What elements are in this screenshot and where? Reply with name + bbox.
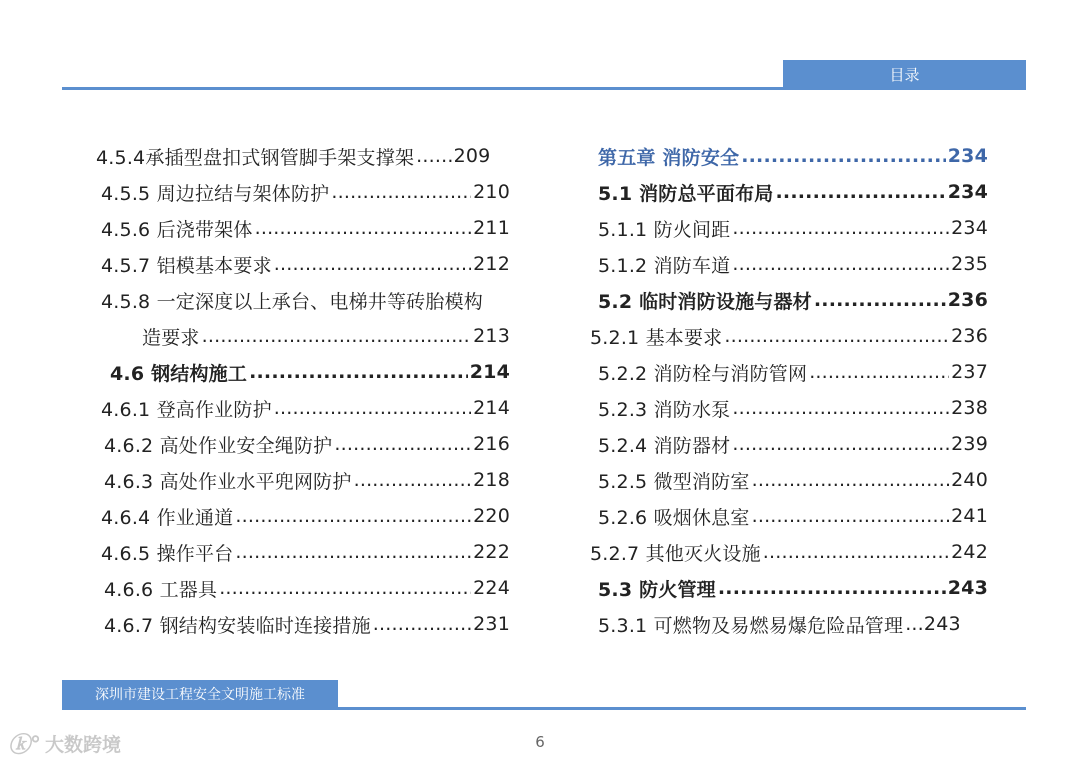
toc-entry-title: 5.2.3 消防水泵 (598, 398, 731, 421)
toc-entry-title: 5.3.1 可燃物及易燃易爆危险品管理 (598, 614, 904, 637)
toc-entry-page: 214 (473, 397, 510, 419)
toc-entry-leader (741, 145, 946, 167)
toc-entry-title: 5.3 防火管理 (598, 578, 716, 601)
toc-entry-page: 212 (473, 253, 510, 275)
toc-entry[interactable] (588, 390, 988, 426)
toc-entry-page: 236 (951, 325, 988, 347)
toc-entry[interactable] (588, 426, 988, 462)
toc-entry[interactable] (90, 246, 510, 282)
toc-entry-leader (219, 577, 471, 599)
toc-entry-leader (724, 325, 949, 347)
toc-entry[interactable] (90, 318, 510, 354)
header-tab-label: 目录 (889, 66, 920, 84)
toc-entry[interactable] (588, 462, 988, 498)
toc-entry-leader (255, 217, 472, 239)
toc-entry-title: 第五章 消防安全 (598, 146, 740, 169)
toc-entry[interactable] (90, 354, 510, 390)
toc-entry-page: 234 (947, 145, 988, 167)
toc-entry-leader (202, 325, 472, 347)
toc-entry-leader (814, 289, 946, 311)
toc-entry-page: 238 (951, 397, 988, 419)
toc-entry-title: 4.6.7 钢结构安装临时连接措施 (104, 614, 371, 637)
footer-rule (62, 707, 1026, 710)
toc-entry-page: 243 (947, 577, 988, 599)
header-tab (783, 60, 1026, 89)
toc-entry-leader (718, 577, 946, 599)
toc-entry-page: 243 (923, 613, 961, 635)
toc-entry-title: 4.6.6 工器具 (104, 578, 218, 601)
toc-entry[interactable] (90, 390, 510, 426)
toc-entry[interactable] (588, 354, 988, 390)
toc-entry-title: 4.5.7 铝模基本要求 (101, 254, 272, 277)
toc-entry[interactable] (90, 462, 510, 498)
toc-entry-page: 211 (473, 217, 510, 239)
toc-entry-page: 209 (453, 145, 491, 167)
toc-entry-leader (334, 433, 471, 455)
toc-entry-title: 造要求 (142, 326, 200, 349)
toc-entry[interactable] (588, 606, 988, 642)
toc-entry[interactable] (90, 174, 510, 210)
toc-entry-title: 5.2.5 微型消防室 (598, 470, 750, 493)
toc-entry[interactable] (588, 138, 988, 174)
toc-entry[interactable] (90, 570, 510, 606)
toc-entry-page: 235 (951, 253, 988, 275)
toc-entry-leader (274, 397, 471, 419)
toc-entry-leader (752, 469, 950, 491)
toc-entry-title: 4.5.5 周边拉结与架体防护 (101, 182, 330, 205)
toc-entry-leader (752, 505, 950, 527)
toc-entry-page: 237 (951, 361, 988, 383)
toc-entry-title: 5.1.1 防火间距 (598, 218, 731, 241)
toc-entry[interactable] (90, 534, 510, 570)
toc-entry[interactable] (588, 498, 988, 534)
toc-entry-title: 5.2.2 消防栓与消防管网 (598, 362, 808, 385)
toc-entry[interactable] (90, 498, 510, 534)
toc-entry-title: 4.6.5 操作平台 (101, 542, 234, 565)
toc-entry[interactable] (588, 210, 988, 246)
toc-entry-leader (249, 361, 468, 383)
toc-entry-leader (809, 361, 949, 383)
toc-entry[interactable] (588, 282, 988, 318)
toc-entry[interactable] (588, 534, 988, 570)
footer-tab (62, 680, 338, 708)
toc-entry-title: 5.2.4 消防器材 (598, 434, 731, 457)
toc-entry-page: 222 (473, 541, 510, 563)
toc-entry-title: 5.2.7 其他灭火设施 (590, 542, 761, 565)
toc-entry-leader: ... (905, 613, 924, 635)
toc-entry-page: 231 (473, 613, 510, 635)
watermark-text: 大数跨境 (45, 734, 122, 756)
toc-entry-leader (763, 541, 949, 563)
toc-entry[interactable] (588, 318, 988, 354)
header-rule (62, 87, 1026, 90)
toc-entry-leader (354, 469, 472, 491)
toc-entry-leader (732, 253, 949, 275)
toc-entry-page: 242 (951, 541, 988, 563)
toc-entry-title: 5.2.6 吸烟休息室 (598, 506, 750, 529)
toc-entry-leader (373, 613, 471, 635)
toc-entry-leader (732, 217, 949, 239)
toc-entry-title: 5.2 临时消防设施与器材 (598, 290, 812, 313)
watermark (8, 728, 121, 759)
toc-entry[interactable] (90, 138, 510, 174)
toc-entry-title: 4.6.3 高处作业水平兜网防护 (104, 470, 352, 493)
toc-entry-leader (235, 541, 471, 563)
toc-entry-leader (732, 433, 949, 455)
toc-entry-page: 241 (951, 505, 988, 527)
toc-right-column (588, 138, 988, 642)
toc-entry-title: 5.2.1 基本要求 (590, 326, 723, 349)
toc-entry-leader (235, 505, 471, 527)
toc-entry-title: 4.5.4承插型盘扣式钢管脚手架支撑架 (96, 146, 415, 169)
toc-entry[interactable] (90, 606, 510, 642)
toc-entry-page: 216 (473, 433, 510, 455)
toc-entry-page: 234 (947, 181, 988, 203)
page-number: 6 (535, 733, 545, 751)
toc-entry[interactable] (90, 282, 510, 318)
toc-entry-title: 4.6.1 登高作业防护 (101, 398, 272, 421)
toc-entry-page: 213 (473, 325, 510, 347)
toc-entry-title: 4.6.4 作业通道 (101, 506, 234, 529)
toc-entry-page: 218 (473, 469, 510, 491)
toc-entry-leader (732, 397, 949, 419)
toc-entry-title: 4.6 钢结构施工 (110, 362, 248, 385)
toc-entry-page: 210 (473, 181, 510, 203)
toc-entry-page: 220 (473, 505, 510, 527)
toc-entry[interactable] (90, 210, 510, 246)
toc-entry[interactable] (588, 570, 988, 606)
toc-entry-page: 240 (951, 469, 988, 491)
toc-entry-leader (331, 181, 471, 203)
toc-entry-page: 214 (469, 361, 510, 383)
toc-entry[interactable] (588, 174, 988, 210)
toc-entry-title: 5.1 消防总平面布局 (598, 182, 774, 205)
toc-entry-title: 4.5.6 后浇带架体 (101, 218, 253, 241)
toc-entry-leader (274, 253, 471, 275)
footer-title: 深圳市建设工程安全文明施工标准 (95, 687, 305, 703)
toc-entry-page: 239 (951, 433, 988, 455)
toc-entry-page: 236 (947, 289, 988, 311)
toc-entry-title: 4.5.8 一定深度以上承台、电梯井等砖胎模构 (101, 290, 483, 313)
toc-entry-title: 4.6.2 高处作业安全绳防护 (104, 434, 333, 457)
toc-entry[interactable] (588, 246, 988, 282)
toc-entry-leader (775, 181, 945, 203)
watermark-logo-icon: ⓚ° (8, 733, 42, 758)
toc-entry-leader: ...... (416, 145, 454, 167)
toc-entry[interactable] (90, 426, 510, 462)
toc-entry-page: 234 (951, 217, 988, 239)
toc-entry-page: 224 (473, 577, 510, 599)
toc-left-column (90, 138, 510, 642)
toc-entry-title: 5.1.2 消防车道 (598, 254, 731, 277)
